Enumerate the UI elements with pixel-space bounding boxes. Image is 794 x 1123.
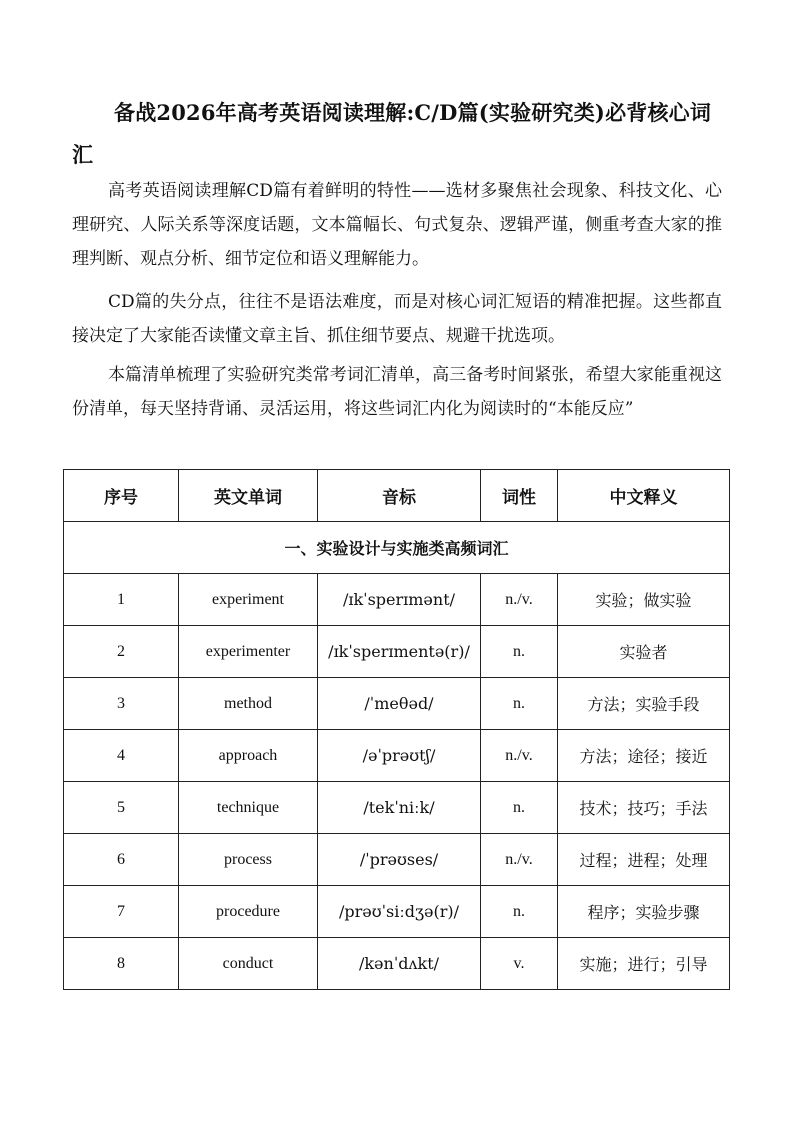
- header-number: 序号: [64, 470, 179, 522]
- cell-part-of-speech: n./v.: [481, 730, 558, 782]
- header-chinese-meaning: 中文释义: [558, 470, 730, 522]
- cell-english-word: experimenter: [179, 626, 318, 678]
- table-row: [64, 938, 730, 990]
- cell-number: 1: [64, 574, 179, 626]
- table-row: [64, 834, 730, 886]
- cell-number: 8: [64, 938, 179, 990]
- cell-english-word: conduct: [179, 938, 318, 990]
- document-title: 备战2026年高考英语阅读理解:C/D篇(实验研究类)必背核心词汇: [72, 100, 712, 167]
- cell-phonetic: /ˈmeθəd/: [318, 678, 481, 730]
- header-part-of-speech: 词性: [481, 470, 558, 522]
- cell-english-word: approach: [179, 730, 318, 782]
- cell-english-word: experiment: [179, 574, 318, 626]
- cell-part-of-speech: n./v.: [481, 574, 558, 626]
- cell-english-word: method: [179, 678, 318, 730]
- vocabulary-table: [63, 469, 730, 990]
- cell-phonetic: /ɪkˈsperɪmentə(r)/: [318, 626, 481, 678]
- section-title: 一、实验设计与实施类高频词汇: [64, 522, 730, 574]
- cell-chinese-meaning: 实施；进行；引导: [558, 938, 730, 990]
- header-english-word: 英文单词: [179, 470, 318, 522]
- cell-part-of-speech: n.: [481, 782, 558, 834]
- cell-number: 4: [64, 730, 179, 782]
- cell-number: 2: [64, 626, 179, 678]
- table-row: [64, 678, 730, 730]
- intro-paragraph-1: 高考英语阅读理解CD篇有着鲜明的特性——选材多聚焦社会现象、科技文化、心理研究、人际关系等深度话题，文本篇幅长、句式复杂、逻辑严谨，侧重考查大家的推理判断、观点分析、细节定位和语义理解能力。: [72, 181, 722, 269]
- cell-english-word: process: [179, 834, 318, 886]
- table-row: [64, 886, 730, 938]
- cell-number: 5: [64, 782, 179, 834]
- header-phonetic: 音标: [318, 470, 481, 522]
- cell-part-of-speech: n./v.: [481, 834, 558, 886]
- cell-phonetic: /prəʊˈsiːdʒə(r)/: [318, 886, 481, 938]
- cell-chinese-meaning: 实验者: [558, 626, 730, 678]
- cell-english-word: technique: [179, 782, 318, 834]
- intro-paragraph-2: CD篇的失分点，往往不是语法难度，而是对核心词汇短语的精准把握。这些都直接决定了大家能否读懂文章主旨、抓住细节要点、规避干扰选项。: [72, 292, 722, 346]
- cell-chinese-meaning: 方法；实验手段: [558, 678, 730, 730]
- cell-number: 3: [64, 678, 179, 730]
- cell-part-of-speech: v.: [481, 938, 558, 990]
- cell-phonetic: /əˈprəʊtʃ/: [318, 730, 481, 782]
- cell-phonetic: /ˈprəʊses/: [318, 834, 481, 886]
- cell-chinese-meaning: 实验；做实验: [558, 574, 730, 626]
- cell-phonetic: /kənˈdʌkt/: [318, 938, 481, 990]
- table-row: [64, 574, 730, 626]
- cell-phonetic: /ɪkˈsperɪmənt/: [318, 574, 481, 626]
- cell-number: 7: [64, 886, 179, 938]
- table-row: [64, 730, 730, 782]
- table-row: [64, 782, 730, 834]
- table-row: [64, 626, 730, 678]
- cell-part-of-speech: n.: [481, 678, 558, 730]
- cell-chinese-meaning: 过程；进程；处理: [558, 834, 730, 886]
- cell-english-word: procedure: [179, 886, 318, 938]
- cell-chinese-meaning: 程序；实验步骤: [558, 886, 730, 938]
- intro-paragraph-3: 本篇清单梳理了实验研究类常考词汇清单，高三备考时间紧张，希望大家能重视这份清单，每天坚持背诵、灵活运用，将这些词汇内化为阅读时的“本能反应”: [72, 365, 722, 419]
- cell-chinese-meaning: 方法；途径；接近: [558, 730, 730, 782]
- cell-part-of-speech: n.: [481, 886, 558, 938]
- table-header-row: [64, 470, 730, 522]
- cell-part-of-speech: n.: [481, 626, 558, 678]
- cell-phonetic: /tekˈniːk/: [318, 782, 481, 834]
- cell-number: 6: [64, 834, 179, 886]
- section-row: [64, 522, 730, 574]
- cell-chinese-meaning: 技术；技巧；手法: [558, 782, 730, 834]
